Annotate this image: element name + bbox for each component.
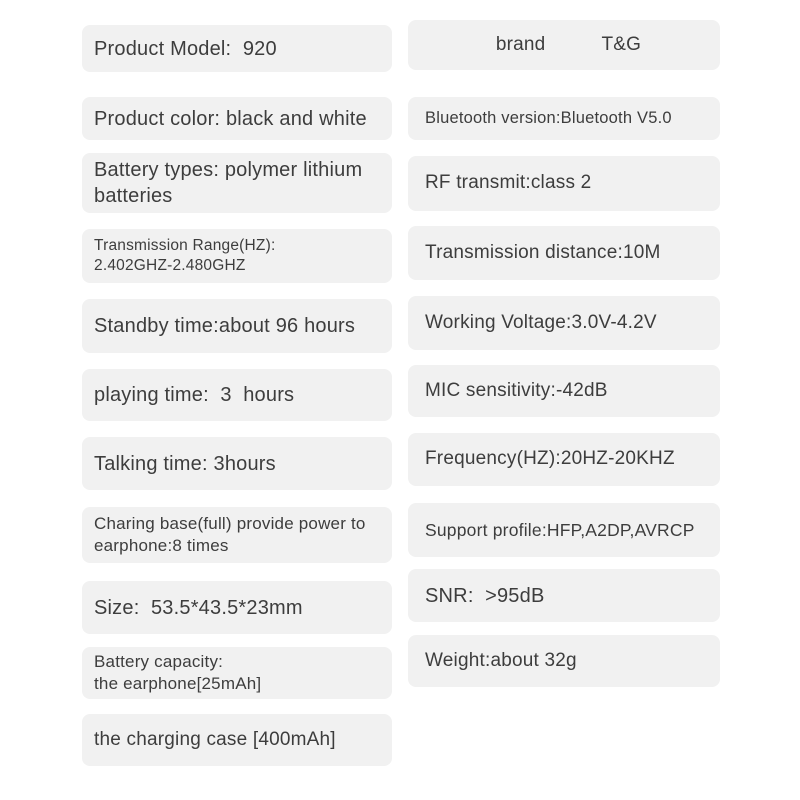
spec-text: Transmission distance:10M	[425, 241, 661, 263]
spec-item-standby-time	[82, 299, 392, 353]
spec-item-charging-case-capacity	[82, 714, 392, 766]
spec-text: 2.402GHZ-2.480GHZ	[94, 257, 246, 274]
spec-text: playing time: 3 hours	[94, 384, 295, 406]
spec-text: Support profile:HFP,A2DP,AVRCP	[425, 519, 695, 540]
spec-text: Bluetooth version:Bluetooth V5.0	[425, 108, 672, 127]
spec-text: the earphone[25mAh]	[94, 674, 262, 693]
spec-item-charging-base	[82, 507, 392, 563]
spec-text: Working Voltage:3.0V-4.2V	[425, 311, 657, 333]
spec-column-right	[408, 0, 720, 766]
spec-text: RF transmit:class 2	[425, 172, 592, 194]
spec-text: Battery types: polymer lithium	[94, 159, 363, 181]
spec-text: Talking time: 3hours	[94, 452, 276, 475]
spec-item-transmission-distance	[408, 226, 720, 280]
spec-item-frequency	[408, 433, 720, 486]
spec-item-brand	[408, 20, 720, 70]
spec-text: Standby time:about 96 hours	[94, 315, 356, 337]
spec-item-snr	[408, 569, 720, 622]
spec-item-transmission-range	[82, 229, 392, 283]
spec-item-rf-transmit	[408, 156, 720, 211]
spec-text: earphone:8 times	[94, 536, 229, 555]
spec-item-support-profile	[408, 503, 720, 557]
spec-item-product-color	[82, 97, 392, 140]
spec-item-battery-capacity	[82, 647, 392, 699]
spec-item-battery-types	[82, 153, 392, 213]
spec-text: Transmission Range(HZ):	[94, 236, 276, 254]
spec-text: Product Model: 920	[94, 37, 277, 60]
spec-item-working-voltage	[408, 296, 720, 350]
spec-text: Charing base(full) provide power to	[94, 513, 366, 533]
spec-text: the charging case [400mAh]	[94, 728, 336, 750]
spec-text: batteries	[94, 185, 173, 207]
spec-sheet	[82, 0, 800, 766]
spec-item-bluetooth-version	[408, 97, 720, 140]
spec-item-talking-time	[82, 437, 392, 490]
spec-text: Product color: black and white	[94, 107, 367, 130]
spec-item-mic-sensitivity	[408, 365, 720, 417]
spec-item-playing-time	[82, 369, 392, 421]
spec-item-size	[82, 581, 392, 634]
spec-item-weight	[408, 635, 720, 687]
spec-label: brand	[495, 33, 546, 55]
spec-column-left	[82, 0, 392, 766]
spec-text: Battery capacity:	[94, 651, 224, 671]
spec-text: SNR: >95dB	[425, 584, 545, 607]
spec-text: MIC sensitivity:-42dB	[425, 379, 608, 401]
spec-text: Weight:about 32g	[425, 649, 577, 671]
spec-item-product-model	[82, 25, 392, 72]
spec-text: Size: 53.5*43.5*23mm	[94, 596, 303, 619]
spec-value: T&G	[601, 33, 642, 55]
spec-text: Frequency(HZ):20HZ-20KHZ	[425, 448, 675, 470]
